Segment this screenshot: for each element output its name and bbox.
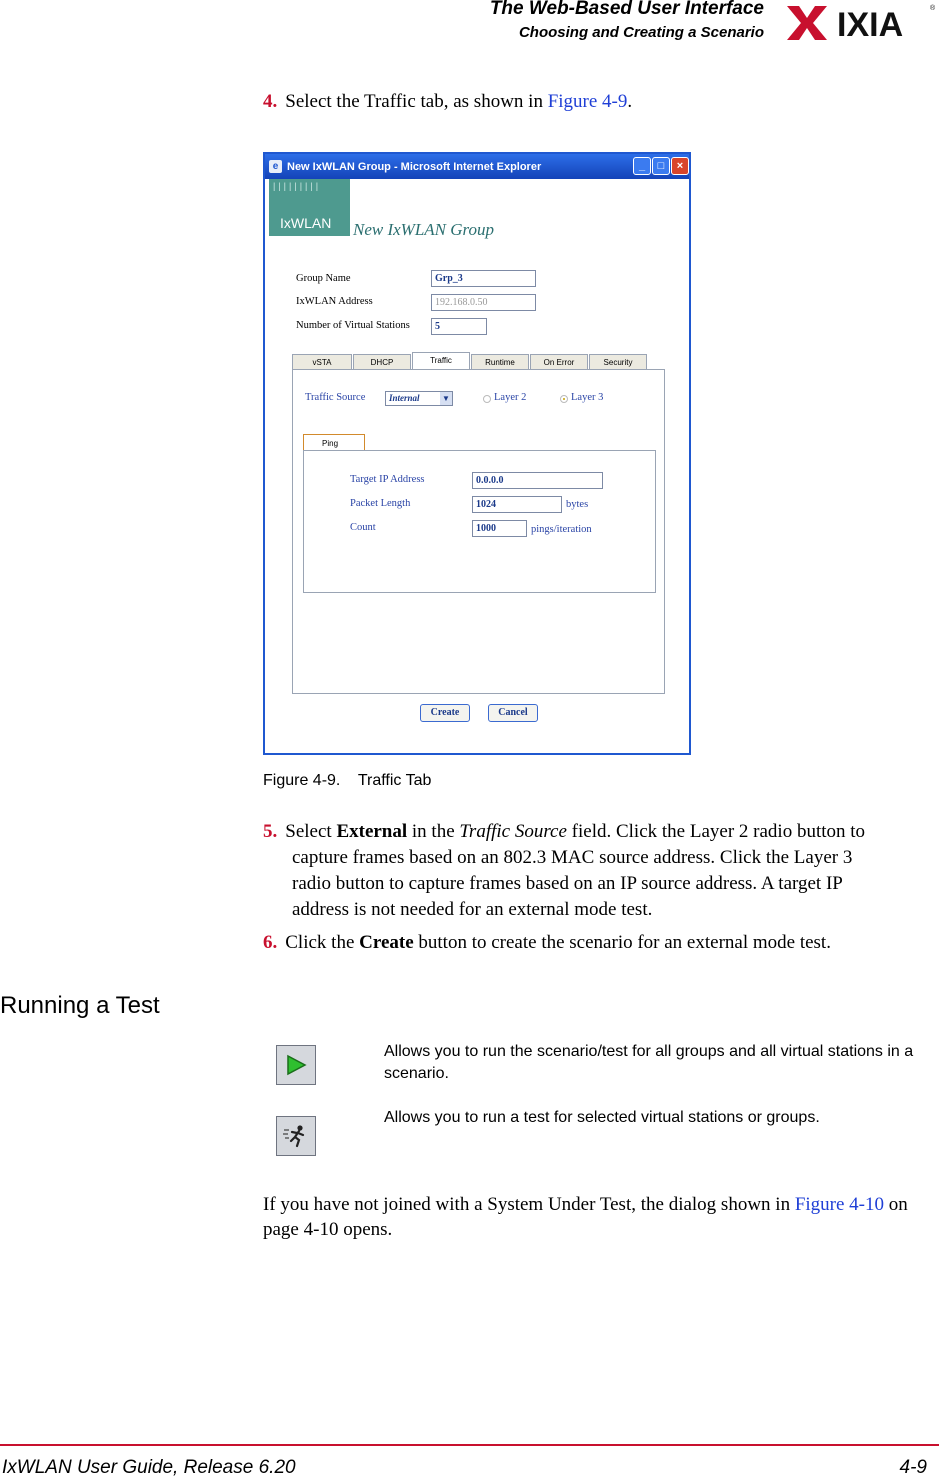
- run-all-description: Allows you to run the scenario/test for all groups and all virtual stations in a scenario.: [384, 1043, 914, 1082]
- step-bold: External: [336, 821, 408, 842]
- run-selected-description: Allows you to run a test for selected virtual stations or groups.: [384, 1109, 820, 1126]
- target-ip-input[interactable]: 0.0.0.0: [472, 472, 603, 489]
- tab-security[interactable]: Security: [589, 354, 647, 369]
- running-man-icon: [282, 1124, 310, 1148]
- chevron-down-icon: ▼: [440, 392, 452, 405]
- svg-text:®: ®: [930, 5, 936, 12]
- address-label: IxWLAN Address: [296, 296, 373, 307]
- layer2-radio[interactable]: [483, 395, 491, 403]
- header-title: The Web-Based User Interface: [489, 0, 764, 19]
- maximize-icon[interactable]: □: [652, 157, 670, 175]
- count-label: Count: [350, 522, 376, 533]
- ie-icon: e: [269, 160, 282, 173]
- tab-on-error[interactable]: On Error: [530, 354, 588, 369]
- footer-page-number: 4-9: [899, 1457, 927, 1478]
- figure-link[interactable]: Figure 4-10: [794, 1194, 885, 1215]
- cancel-button[interactable]: Cancel: [488, 704, 538, 722]
- ixwlan-logo: [269, 179, 350, 236]
- closing-paragraph: [263, 1192, 938, 1242]
- traffic-source-value: Internal: [389, 393, 420, 403]
- logo-ticks-icon: |||||||||: [273, 181, 322, 191]
- step-5: [263, 819, 865, 923]
- step-line: address is not needed for an external mode test.: [292, 899, 653, 920]
- figure-link[interactable]: Figure 4-9: [547, 91, 628, 112]
- step-4: [263, 89, 632, 115]
- step-line: radio button to capture frames based on an IP source address. A target IP: [292, 873, 843, 894]
- layer2-label: Layer 2: [494, 392, 527, 403]
- layer3-label: Layer 3: [571, 392, 604, 403]
- step-6: [263, 930, 831, 956]
- logo-text: IXIA: [837, 6, 904, 44]
- group-name-label: Group Name: [296, 273, 351, 284]
- address-input[interactable]: 192.168.0.50: [431, 294, 536, 311]
- tab-traffic[interactable]: Traffic: [412, 352, 470, 369]
- tab-runtime[interactable]: Runtime: [471, 354, 529, 369]
- packet-length-unit: bytes: [566, 499, 589, 510]
- step-text: Select the Traffic tab, as shown in: [285, 91, 548, 112]
- target-ip-label: Target IP Address: [350, 474, 425, 485]
- step-text: field. Click the Layer 2 radio button to: [566, 821, 866, 842]
- traffic-source-select[interactable]: [385, 391, 453, 406]
- count-unit: pings/iteration: [531, 524, 592, 535]
- packet-length-label: Packet Length: [350, 498, 411, 509]
- traffic-source-label: Traffic Source: [305, 392, 366, 403]
- tab-strip: [292, 354, 648, 369]
- group-name-input[interactable]: Grp_3: [431, 270, 536, 287]
- tab-vsta[interactable]: vSTA: [292, 354, 352, 369]
- logo-label: IxWLAN: [280, 215, 332, 231]
- paragraph-text: If you have not joined with a System Under Test, the dialog shown in: [263, 1194, 795, 1215]
- ixia-logo: [785, 0, 937, 46]
- window-titlebar: [265, 154, 689, 179]
- run-all-button[interactable]: [276, 1045, 316, 1085]
- step-number: 6.: [263, 932, 278, 953]
- paragraph-text: on page 4-10 opens.: [263, 1194, 908, 1240]
- vstations-input[interactable]: 5: [431, 318, 487, 335]
- step-number: 5.: [263, 821, 278, 842]
- layer3-radio[interactable]: [560, 395, 568, 403]
- vstations-label: Number of Virtual Stations: [296, 320, 410, 331]
- footer-guide-title: IxWLAN User Guide, Release 6.20: [2, 1457, 296, 1478]
- close-icon[interactable]: ×: [671, 157, 689, 175]
- figure-caption: Figure 4-9. Traffic Tab: [263, 772, 432, 789]
- step-text: in the: [407, 821, 460, 842]
- step-line: capture frames based on an 802.3 MAC source address. Click the Layer 3: [292, 847, 853, 868]
- play-icon: [284, 1054, 308, 1076]
- minimize-icon[interactable]: _: [633, 157, 651, 175]
- create-button[interactable]: Create: [420, 704, 470, 722]
- tab-dhcp[interactable]: DHCP: [353, 354, 411, 369]
- step-bold: Create: [359, 932, 414, 953]
- tab-ping[interactable]: Ping: [303, 434, 365, 451]
- step-text: button to create the scenario for an external mode test.: [413, 932, 831, 953]
- packet-length-input[interactable]: 1024: [472, 496, 562, 513]
- step-end: .: [627, 91, 633, 112]
- figure-screenshot: [263, 152, 691, 755]
- window-title: New IxWLAN Group - Microsoft Internet Explorer: [287, 160, 542, 173]
- header-subtitle: Choosing and Creating a Scenario: [518, 24, 764, 41]
- count-input[interactable]: 1000: [472, 520, 527, 537]
- footer-divider: [0, 1444, 939, 1446]
- step-italic: Traffic Source: [459, 821, 567, 842]
- section-title: Running a Test: [0, 992, 160, 1019]
- step-number: 4.: [263, 91, 278, 112]
- group-title: New IxWLAN Group: [353, 220, 495, 239]
- step-text: Click the: [285, 932, 360, 953]
- run-selected-button[interactable]: [276, 1116, 316, 1156]
- step-text: Select: [285, 821, 337, 842]
